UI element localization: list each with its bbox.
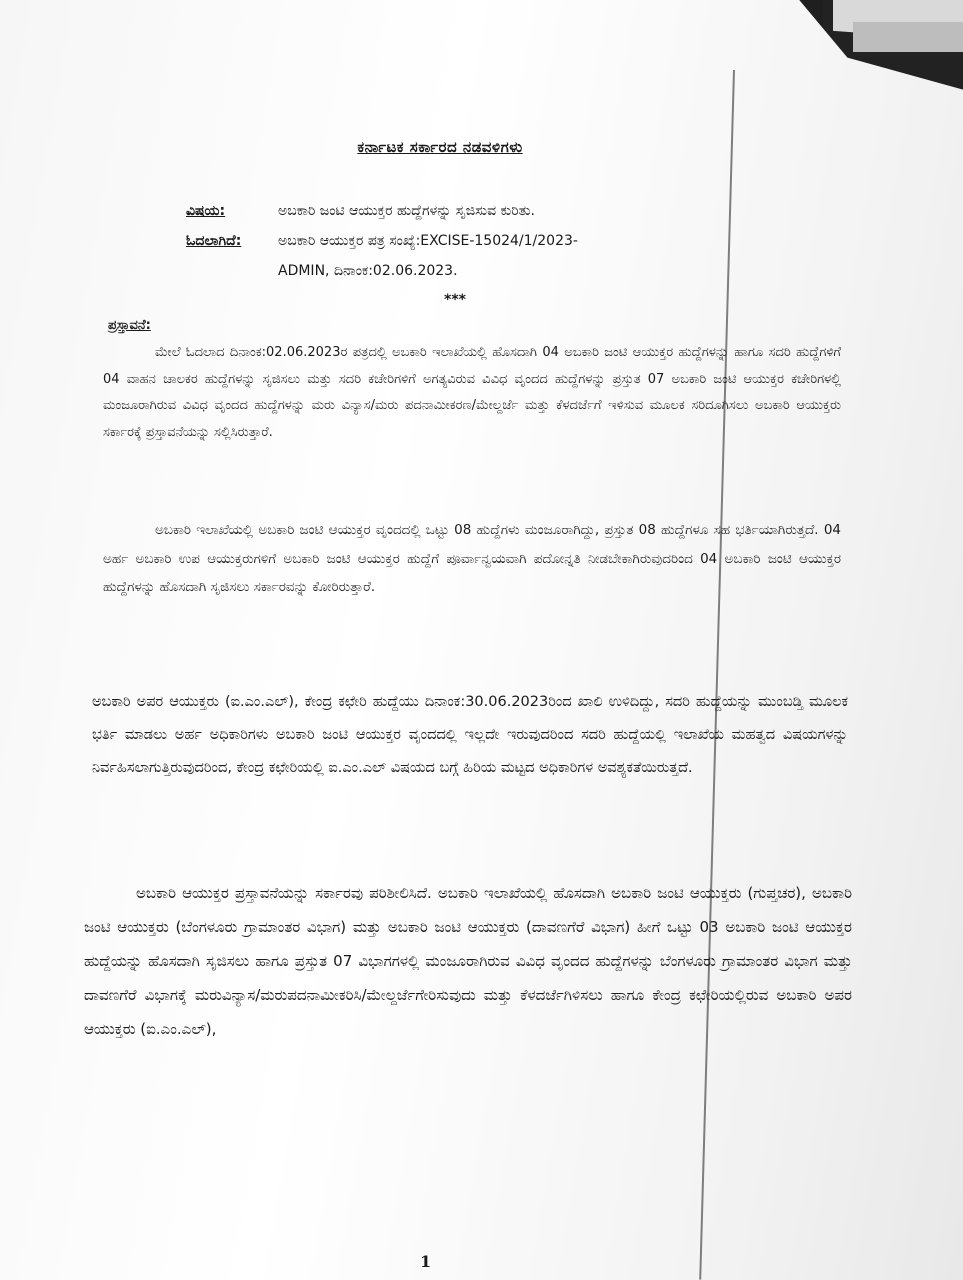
subject-block: [186, 196, 706, 286]
paragraph-2: [103, 516, 841, 602]
preamble-heading: ಪ್ರಸ್ತಾವನೆ:: [108, 318, 151, 333]
subject-text: ಅಬಕಾರಿ ಜಂಟಿ ಆಯುಕ್ತರ ಹುದ್ದೆಗಳನ್ನು ಸೃಜಿಸುವ ಕುರಿತು.: [278, 203, 535, 219]
separator: ***: [444, 292, 466, 308]
paragraph-2-text: ಅಬಕಾರಿ ಇಲಾಖೆಯಲ್ಲಿ ಅಬಕಾರಿ ಜಂಟಿ ಆಯುಕ್ತರ ವೃಂದದಲ್ಲಿ ಒಟ್ಟು 08 ಹುದ್ದೆಗಳು ಮಂಜೂರಾಗಿದ್ದು, ಪ್ರಸ್ತುತ 08 ಹುದ್ದೆಗಳೂ ಸಹ ಭರ್ತಿಯಾಗಿರುತ್ತದೆ. 04 ಅರ್ಹ ಅಬಕಾರಿ ಉಪ ಆಯುಕ್ತರುಗಳಿಗೆ ಅಬಕಾರಿ ಜಂಟಿ ಆಯುಕ್ತರ ಹುದ್ದೆಗೆ ಪೂರ್ವಾನ್ವಯವಾಗಿ ಪದೋನ್ನತಿ ನೀಡಬೇಕಾಗಿರುವುದರಿಂದ 04 ಅಬಕಾರಿ ಜಂಟಿ ಆಯುಕ್ತರ ಹುದ್ದೆಗಳನ್ನು ಹೊಸದಾಗಿ ಸೃಜಿಸಲು ಸರ್ಕಾರವನ್ನು ಕೋರಿರುತ್ತಾರೆ.: [103, 522, 841, 595]
paragraph-1: [103, 340, 841, 446]
subject-label: ವಿಷಯ:: [186, 203, 226, 219]
read-text-line2: ADMIN, ದಿನಾಂಕ:02.06.2023.: [278, 263, 458, 279]
read-label: ಓದಲಾಗಿದೆ:: [186, 233, 242, 249]
document-title: ಕರ್ನಾಟಕ ಸರ್ಕಾರದ ನಡವಳಿಗಳು: [357, 138, 523, 156]
read-row: [186, 226, 706, 256]
paragraph-3: [92, 686, 848, 785]
subject-row: [186, 196, 706, 226]
paragraph-4: [84, 876, 852, 1046]
read-text-line1: ಅಬಕಾರಿ ಆಯುಕ್ತರ ಪತ್ರ ಸಂಖ್ಯೆ:EXCISE-15024/1/2023-: [278, 233, 578, 249]
paragraph-3-text: ಅಬಕಾರಿ ಅಪರ ಆಯುಕ್ತರು (ಐ.ಎಂ.ಎಲ್), ಕೇಂದ್ರ ಕಛೇರಿ ಹುದ್ದೆಯು ದಿನಾಂಕ:30.06.2023ರಿಂದ ಖಾಲಿ ಉಳಿದಿದ್ದು, ಸದರಿ ಹುದ್ದೆಯನ್ನು ಮುಂಬಡ್ತಿ ಮೂಲಕ ಭರ್ತಿ ಮಾಡಲು ಅರ್ಹ ಅಧಿಕಾರಿಗಳು ಅಬಕಾರಿ ಜಂಟಿ ಆಯುಕ್ತರ ವೃಂದದಲ್ಲಿ ಇಲ್ಲದೇ ಇರುವುದರಿಂದ ಸದರಿ ಹುದ್ದೆಯಲ್ಲಿ ಇಲಾಖೆಯ ಮಹತ್ವದ ವಿಷಯಗಳನ್ನು ನಿರ್ವಹಿಸಲಾಗುತ್ತಿರುವುದರಿಂದ, ಕೇಂದ್ರ ಕಛೇರಿಯಲ್ಲಿ ಐ.ಎಂ.ಎಲ್ ವಿಷಯದ ಬಗ್ಗೆ ಹಿರಿಯ ಮಟ್ಟದ ಅಧಿಕಾರಿಗಳ ಅವಶ್ಯಕತೆಯಿರುತ್ತದೆ.: [92, 694, 848, 776]
paragraph-1-text: ಮೇಲೆ ಓದಲಾದ ದಿನಾಂಕ:02.06.2023ರ ಪತ್ರದಲ್ಲಿ ಅಬಕಾರಿ ಇಲಾಖೆಯಲ್ಲಿ ಹೊಸದಾಗಿ 04 ಅಬಕಾರಿ ಜಂಟಿ ಆಯುಕ್ತರ ಹುದ್ದೆಗಳನ್ನು ಹಾಗೂ ಸದರಿ ಹುದ್ದೆಗಳಿಗೆ 04 ವಾಹನ ಚಾಲಕರ ಹುದ್ದೆಗಳನ್ನು ಸೃಜಿಸಲು ಮತ್ತು ಸದರಿ ಕಚೇರಿಗಳಿಗೆ ಅಗತ್ಯವಿರುವ ವಿವಿಧ ವೃಂದದ ಹುದ್ದೆಗಳನ್ನು ಪ್ರಸ್ತುತ 07 ಅಬಕಾರಿ ಜಂಟಿ ಆಯುಕ್ತರ ಕಚೇರಿಗಳಲ್ಲಿ ಮಂಜೂರಾಗಿರುವ ವಿವಿಧ ವೃಂದದ ಹುದ್ದೆಗಳನ್ನು ಮರು ವಿನ್ಯಾಸ/ಮರು ಪದನಾಮೀಕರಣ/ಮೇಲ್ದರ್ಜೆ ಮತ್ತು ಕೆಳದರ್ಜೆಗೆ ಇಳಿಸುವ ಮೂಲಕ ಸರಿದೂಗಿಸಲು ಅಬಕಾರಿ ಆಯುಕ್ತರು ಸರ್ಕಾರಕ್ಕೆ ಪ್ರಸ್ತಾವನೆಯನ್ನು ಸಲ್ಲಿಸಿರುತ್ತಾರೆ.: [103, 345, 841, 440]
page-number: 1: [420, 1252, 432, 1271]
paragraph-4-text: ಅಬಕಾರಿ ಆಯುಕ್ತರ ಪ್ರಸ್ತಾವನೆಯನ್ನು ಸರ್ಕಾರವು ಪರಿಶೀಲಿಸಿದೆ. ಅಬಕಾರಿ ಇಲಾಖೆಯಲ್ಲಿ ಹೊಸದಾಗಿ ಅಬಕಾರಿ ಜಂಟಿ ಆಯುಕ್ತರು (ಗುಪ್ತಚರ), ಅಬಕಾರಿ ಜಂಟಿ ಆಯುಕ್ತರು (ಬೆಂಗಳೂರು ಗ್ರಾಮಾಂತರ ವಿಭಾಗ) ಮತ್ತು ಅಬಕಾರಿ ಜಂಟಿ ಆಯುಕ್ತರು (ದಾವಣಗೆರೆ ವಿಭಾಗ) ಹೀಗೆ ಒಟ್ಟು 03 ಅಬಕಾರಿ ಜಂಟಿ ಆಯುಕ್ತರ ಹುದ್ದೆಯನ್ನು ಹೊಸದಾಗಿ ಸೃಜಿಸಲು ಹಾಗೂ ಪ್ರಸ್ತುತ 07 ವಿಭಾಗಗಳಲ್ಲಿ ಮಂಜೂರಾಗಿರುವ ವಿವಿಧ ವೃಂದದ ಹುದ್ದೆಗಳನ್ನು ಬೆಂಗಳೂರು ಗ್ರಾಮಾಂತರ ವಿಭಾಗ ಮತ್ತು ದಾವಣಗೆರೆ ವಿಭಾಗಕ್ಕೆ ಮರುವಿನ್ಯಾಸ/ಮರುಪದನಾಮೀಕರಿಸಿ/ಮೇಲ್ದರ್ಜೆಗೇರಿಸುವುದು ಮತ್ತು ಕೆಳದರ್ಜೆಗಿಳಿಸಲು ಹಾಗೂ ಕೇಂದ್ರ ಕಛೇರಿಯಲ್ಲಿರುವ ಅಬಕಾರಿ ಅಪರ ಆಯುಕ್ತರು (ಐ.ಎಂ.ಎಲ್),: [84, 884, 852, 1038]
